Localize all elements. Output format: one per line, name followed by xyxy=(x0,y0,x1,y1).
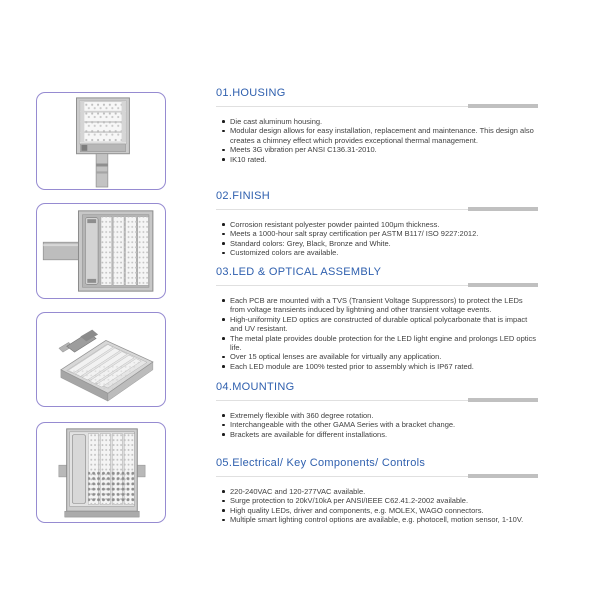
product-image-frame-2 xyxy=(36,203,166,299)
section-mounting xyxy=(216,381,538,439)
floodlight-front-view-illustration xyxy=(37,423,165,522)
section-rule xyxy=(216,396,538,402)
led-module-strips xyxy=(101,217,148,286)
bullet-list xyxy=(216,411,538,439)
product-image-frame-4 xyxy=(36,422,166,523)
rule-accent-bar xyxy=(468,474,538,478)
bullet-item: IK10 rated. xyxy=(230,155,538,164)
base-bar xyxy=(65,511,139,517)
driver-compartment xyxy=(73,435,86,504)
bullet-item: Over 15 optical lenses are available for virtually any application. xyxy=(230,352,538,361)
rule-accent-bar xyxy=(468,207,538,211)
bullet-item: Interchangeable with the other GAMA Series with a bracket change. xyxy=(230,420,538,429)
bullet-item: Brackets are available for different installations. xyxy=(230,430,538,439)
section-rule xyxy=(216,102,538,108)
bullet-item: Each LED module are 100% tested prior to assembly which is IP67 rated. xyxy=(230,362,538,371)
bullet-item: Customized colors are available. xyxy=(230,248,538,257)
section-led-optical-assembly xyxy=(216,266,538,371)
shoebox-luminaire-top-view-illustration xyxy=(37,93,165,189)
rule-accent-bar xyxy=(468,283,538,287)
rule-accent-bar xyxy=(468,104,538,108)
bullet-item: Meets a 1000-hour salt spray certification per ASTM B117/ ISO 9227:2012. xyxy=(230,229,538,238)
bullet-item: Extremely flexible with 360 degree rotation. xyxy=(230,411,538,420)
bullet-item: Corrosion resistant polyester powder painted 100μm thickness. xyxy=(230,220,538,229)
section-rule xyxy=(216,205,538,211)
section-rule xyxy=(216,472,538,478)
led-module-rows xyxy=(80,102,125,142)
driver-compartment xyxy=(85,218,98,285)
section-title: 01.HOUSING xyxy=(216,87,286,99)
section-housing xyxy=(216,87,538,164)
bullet-item: Modular design allows for easy installation, replacement and maintenance. This design also creates a chimney effect which provides exceptional thermal management. xyxy=(230,126,538,145)
section-title: 04.MOUNTING xyxy=(216,381,295,393)
bullet-item: Multiple smart lighting control options are available, e.g. photocell, motion sensor, 1-10V. xyxy=(230,515,538,524)
bullet-list xyxy=(216,296,538,371)
bullet-item: Meets 3G vibration per ANSI C136.31-2010. xyxy=(230,145,538,154)
section-title: 05.Electrical/ Key Components/ Controls xyxy=(216,457,426,469)
bullet-list xyxy=(216,117,538,164)
bullet-item: High-uniformity LED optics are constructed of durable optical polycarbonate that is impact and UV resistant. xyxy=(230,315,538,334)
section-title: 02.FINISH xyxy=(216,190,271,202)
bullet-item: The metal plate provides double protection for the LED light engine and prolongs LED optics life. xyxy=(230,333,537,353)
mounting-bracket xyxy=(59,330,98,353)
bullet-item: Each PCB are mounted with a TVS (Transient Voltage Suppressors) to protect the LEDs from voltage transients induced by lightning and other transient voltage events. xyxy=(230,296,538,315)
bullet-list xyxy=(216,487,538,525)
floodlight-perspective-illustration xyxy=(37,313,165,406)
bullet-item: Surge protection to 20kV/10kA per ANSI/IEEE C62.41.2-2002 available. xyxy=(230,496,538,505)
bullet-item: 220-240VAC and 120-277VAC available. xyxy=(230,487,538,496)
bullet-item: Die cast aluminum housing. xyxy=(230,117,538,126)
mounting-arm xyxy=(96,154,108,187)
section-finish xyxy=(216,190,538,258)
shoebox-luminaire-face-view-illustration xyxy=(37,204,165,298)
bullet-item: High quality LEDs, driver and components, e.g. MOLEX, WAGO connectors. xyxy=(230,506,538,515)
bullet-item: Standard colors: Grey, Black, Bronze and White. xyxy=(230,239,538,248)
product-image-frame-3 xyxy=(36,312,166,407)
section-electrical-key-components-controls xyxy=(216,457,538,525)
bullet-list xyxy=(216,220,538,258)
led-module-strips xyxy=(88,434,134,505)
rule-accent-bar xyxy=(468,398,538,402)
product-image-frame-1 xyxy=(36,92,166,190)
section-title: 03.LED & OPTICAL ASSEMBLY xyxy=(216,266,382,278)
section-rule xyxy=(216,281,538,287)
